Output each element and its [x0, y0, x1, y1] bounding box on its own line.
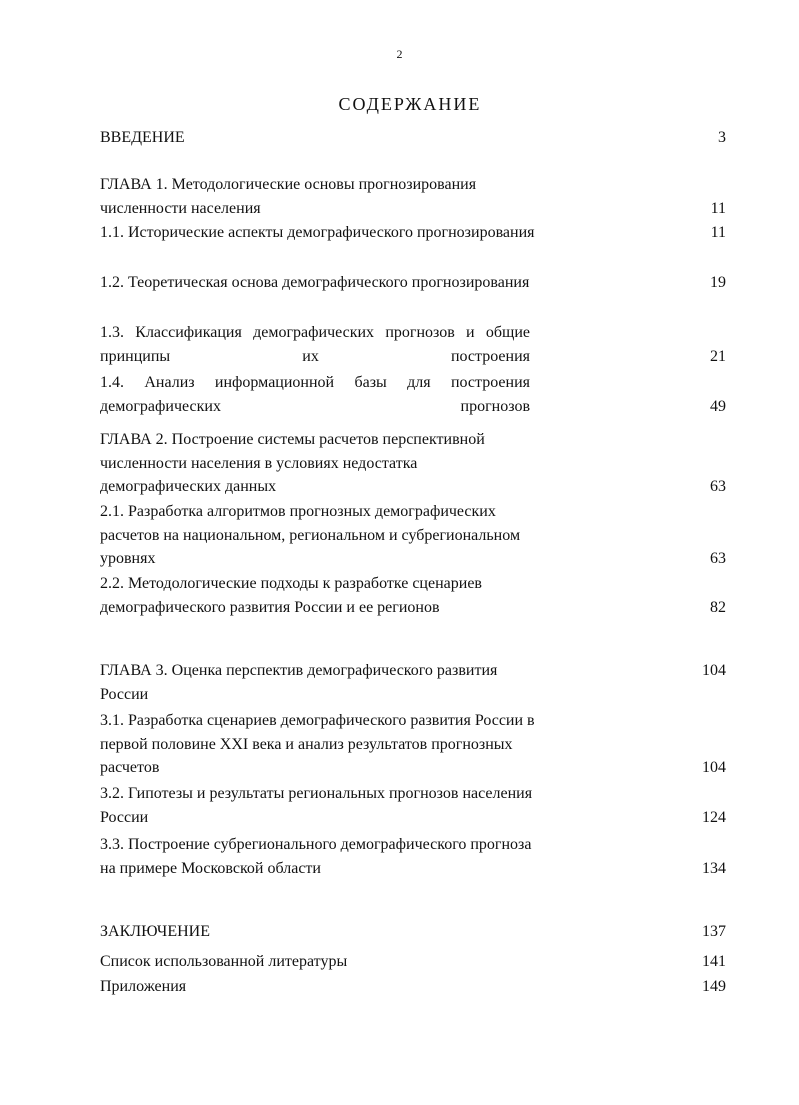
toc-entry: [100, 709, 726, 780]
toc-entry: [100, 833, 726, 880]
page-number: 2: [396, 47, 403, 61]
toc-entry: [100, 572, 726, 619]
toc-entry: [100, 782, 726, 829]
toc-entry: [100, 221, 726, 245]
toc-entry-text: ГЛАВА 2. Построение системы расчетов перспективной численности населения в условиях недостатка демографических данных: [100, 431, 485, 495]
toc-entry-page: 19: [710, 274, 726, 291]
toc-entry-page: 63: [710, 550, 726, 567]
toc-entry-page: 3: [718, 129, 726, 146]
toc-entry-page: 137: [702, 923, 726, 940]
toc-entry-text: 1.4. Анализ информационной базы для построения демографических прогнозов: [100, 374, 530, 415]
toc-entry: [100, 950, 726, 974]
toc-entry: [100, 500, 726, 571]
toc-title: СОДЕРЖАНИЕ: [338, 94, 482, 114]
toc-entry-text: 1.3. Классификация демографических прогнозов и общие принципы их построения: [100, 324, 530, 365]
toc-entry: [100, 271, 726, 295]
toc-entry-page: 104: [702, 759, 726, 776]
toc-entry-text: Список использованной литературы: [100, 953, 348, 970]
toc-entry-page: 63: [710, 478, 726, 495]
toc-entry-page: 49: [710, 397, 726, 415]
toc-entry-text: 2.2. Методологические подходы к разработке сценариев демографического развития России и ее регионов: [100, 575, 482, 616]
toc-entry: [100, 321, 726, 368]
toc-entry-page: 21: [710, 347, 726, 365]
toc-entry: [100, 428, 726, 499]
toc-entry: [100, 659, 726, 706]
toc-entry-text: ЗАКЛЮЧЕНИЕ: [100, 923, 210, 940]
toc-entry-page: 82: [710, 598, 726, 616]
toc-entry-page: 134: [702, 859, 726, 877]
toc-entry: [100, 371, 726, 418]
toc-entry-text: ГЛАВА 3. Оценка перспектив демографического развития России: [100, 662, 498, 703]
toc-entry-text: 3.3. Построение субрегионального демографического прогноза на примере Московской области: [100, 836, 532, 877]
toc-entry-text: 3.1. Разработка сценариев демографического развития России в первой половине XXI века и анализ результатов прогнозных расчетов: [100, 712, 535, 776]
toc-entry-text: ВВЕДЕНИЕ: [100, 129, 185, 146]
toc-entry: [100, 126, 726, 150]
toc-entry-text: 1.1. Исторические аспекты демографического прогнозирования: [100, 224, 535, 241]
toc-entry-page: 104: [702, 662, 726, 679]
toc-entry: [100, 975, 726, 999]
toc-entry: [100, 173, 726, 220]
toc-entry: [100, 920, 726, 944]
toc-entry-page: 11: [710, 224, 726, 241]
toc-entry-text: Приложения: [100, 978, 187, 995]
toc-entry-page: 141: [702, 953, 726, 970]
toc-entry-page: 149: [702, 978, 726, 995]
toc-entry-page: 11: [710, 199, 726, 217]
toc-entry-text: ГЛАВА 1. Методологические основы прогнозирования численности населения: [100, 176, 477, 217]
toc-entry-text: 2.1. Разработка алгоритмов прогнозных демографических расчетов на национальном, региональном и субрегиональном уровнях: [100, 503, 521, 567]
toc-entry-text: 3.2. Гипотезы и результаты региональных прогнозов населения России: [100, 785, 533, 826]
toc-entry-page: 124: [702, 808, 726, 826]
toc-entry-text: 1.2. Теоретическая основа демографического прогнозирования: [100, 274, 530, 291]
